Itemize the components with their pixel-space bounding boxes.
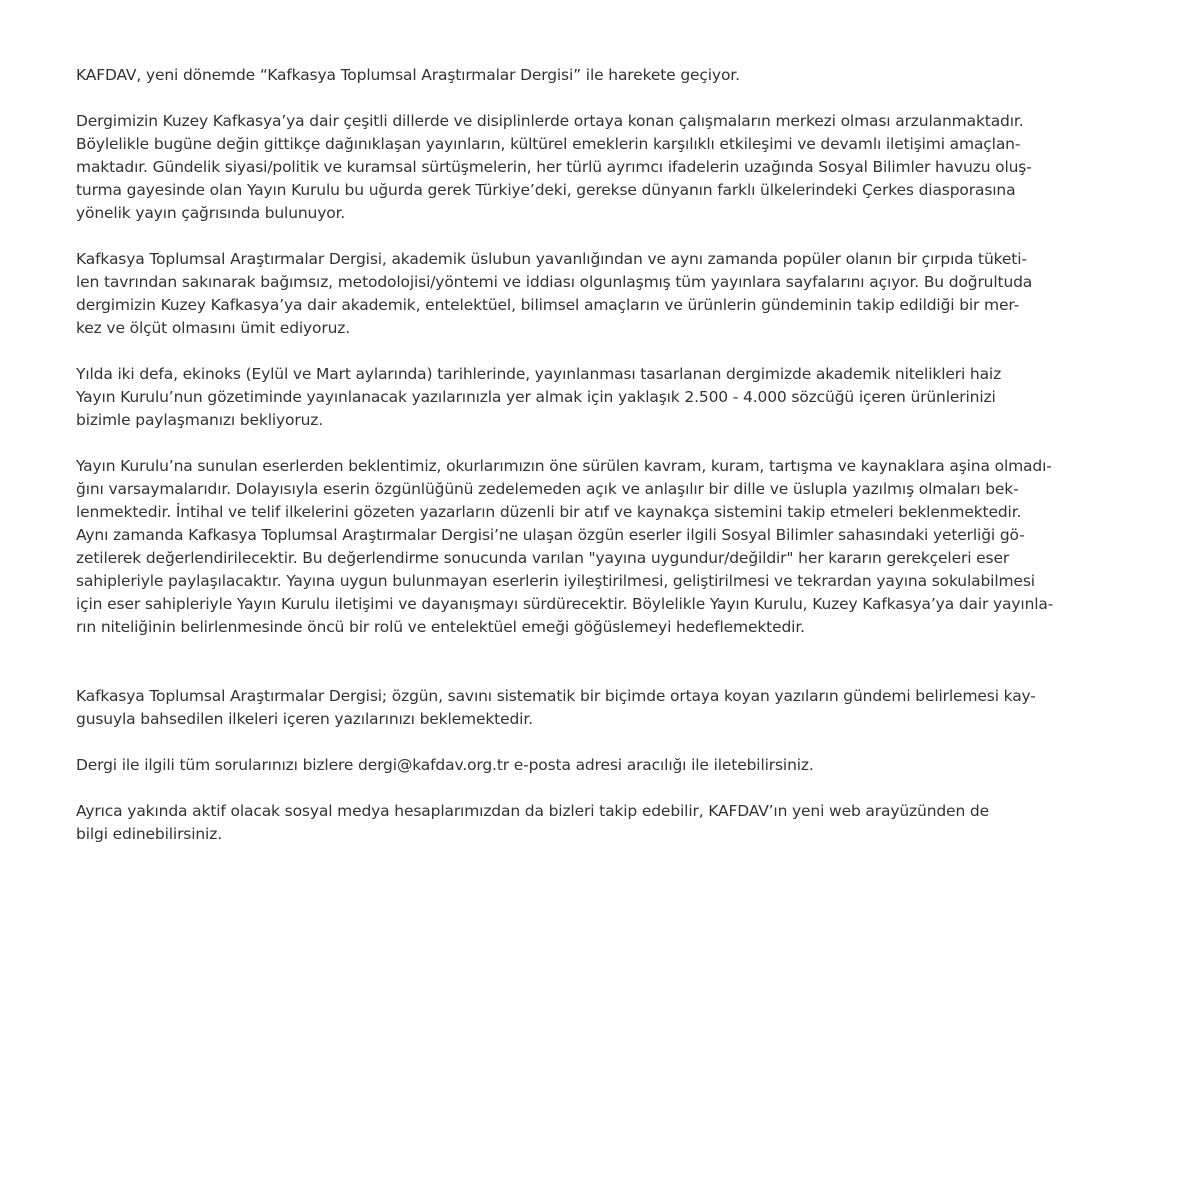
text-line: zetilerek değerlendirilecektir. Bu değerlendirme sonucunda varılan "yayına uygundur/değildir" her kararın gerekçeleri eser — [76, 549, 1010, 567]
call-paragraph — [76, 685, 1156, 731]
text-line: len tavrından sakınarak bağımsız, metodolojisi/yöntemi ve iddiası olgunlaşmış tüm yayınlara sayfalarını açıyor. Bu doğrultuda — [76, 273, 1033, 291]
text-line: Aynı zamanda Kafkasya Toplumsal Araştırmalar Dergisi’ne ulaşan özgün eserler ilgili Sosyal Bilimler sahasındaki yeterliği gö- — [76, 526, 1025, 544]
text-line: için eser sahipleriyle Yayın Kurulu iletişimi ve dayanışmayı sürdürecektir. Böylelikle Yayın Kurulu, Kuzey Kafkasya’ya dair yayınla- — [76, 595, 1054, 613]
mission-paragraph — [76, 110, 1156, 225]
text-line: Ayrıca yakında aktif olacak sosyal medya hesaplarımızdan da bizleri takip edebilir, KAFDAV’ın yeni web arayüzünden de — [76, 802, 989, 820]
text-line: Dergimizin Kuzey Kafkasya’ya dair çeşitli dillerde ve disiplinlerde ortaya konan çalışmaların merkezi olması arzulanmaktadır. — [76, 112, 1024, 130]
text-line: bizimle paylaşmanızı bekliyoruz. — [76, 411, 324, 429]
text-line: Yayın Kurulu’na sunulan eserlerden beklentimiz, okurlarımızın öne sürülen kavram, kuram, tartışma ve kaynaklara aşina olmadı- — [76, 457, 1052, 475]
text-line: kez ve ölçüt olmasını ümit ediyoruz. — [76, 319, 351, 337]
text-line: dergimizin Kuzey Kafkasya’ya dair akademik, entelektüel, bilimsel amaçların ve ürünlerin gündeminin takip edildiği bir mer- — [76, 296, 1020, 314]
schedule-paragraph — [76, 363, 1156, 432]
expectations-paragraph — [76, 455, 1156, 639]
text-line: Kafkasya Toplumsal Araştırmalar Dergisi, akademik üslubun yavanlığından ve aynı zamanda popüler olanın bir çırpıda tüketi- — [76, 250, 1027, 268]
text-line: Yayın Kurulu’nun gözetiminde yayınlanacak yazılarınızla yer almak için yaklaşık 2.500 - 4.000 sözcüğü içeren ürünlerinizi — [76, 388, 996, 406]
document-body — [76, 64, 1156, 846]
text-line: maktadır. Gündelik siyasi/politik ve kuramsal sürtüşmelerin, her türlü ayrımcı ifadelerin uzağında Sosyal Bilimler havuzu oluş- — [76, 158, 1032, 176]
social-paragraph — [76, 800, 1156, 846]
scope-paragraph — [76, 248, 1156, 340]
text-line: ğını varsaymalarıdır. Dolayısıyla eserin özgünlüğünü zedelemeden açık ve anlaşılır bir dille ve üslupla yazılmış olmaları bek- — [76, 480, 1019, 498]
text-line: rın niteliğinin belirlenmesinde öncü bir rolü ve entelektüel emeği göğüslemeyi hedeflemektedir. — [76, 618, 805, 636]
text-line: lenmektedir. İntihal ve telif ilkelerini gözeten yazarların düzenli bir atıf ve kaynakça sistemini takip etmeleri beklenmektedir. — [76, 503, 1022, 521]
contact-paragraph — [76, 754, 1156, 777]
text-line: gusuyla bahsedilen ilkeleri içeren yazılarınızı beklemektedir. — [76, 710, 533, 728]
text-line: sahipleriyle paylaşılacaktır. Yayına uygun bulunmayan eserlerin iyileştirilmesi, geliştirilmesi ve tekrardan yayına sokulabilmesi — [76, 572, 1035, 590]
contact-text: Dergi ile ilgili tüm sorularınızı bizlere dergi@kafdav.org.tr e-posta adresi aracılığı ile iletebilirsiniz. — [76, 756, 814, 774]
intro-paragraph — [76, 64, 1156, 87]
text-line: Kafkasya Toplumsal Araştırmalar Dergisi; özgün, savını sistematik bir biçimde ortaya koyan yazıların gündemi belirlemesi kay- — [76, 687, 1036, 705]
text-line: Yılda iki defa, ekinoks (Eylül ve Mart aylarında) tarihlerinde, yayınlanması tasarlanan dergimizde akademik nitelikleri haiz — [76, 365, 1002, 383]
text-line: bilgi edinebilirsiniz. — [76, 825, 222, 843]
text-line: Böylelikle bugüne değin gittikçe dağınıklaşan yayınların, kültürel emeklerin karşılıklı etkileşimi ve devamlı iletişimi amaçlan- — [76, 135, 1021, 153]
text-line: yönelik yayın çağrısında bulunuyor. — [76, 204, 346, 222]
text-line: turma gayesinde olan Yayın Kurulu bu uğurda gerek Türkiye’deki, gerekse dünyanın farklı ülkelerindeki Çerkes diasporasına — [76, 181, 1016, 199]
text-line: KAFDAV, yeni dönemde “Kafkasya Toplumsal Araştırmalar Dergisi” ile harekete geçiyor. — [76, 66, 740, 84]
